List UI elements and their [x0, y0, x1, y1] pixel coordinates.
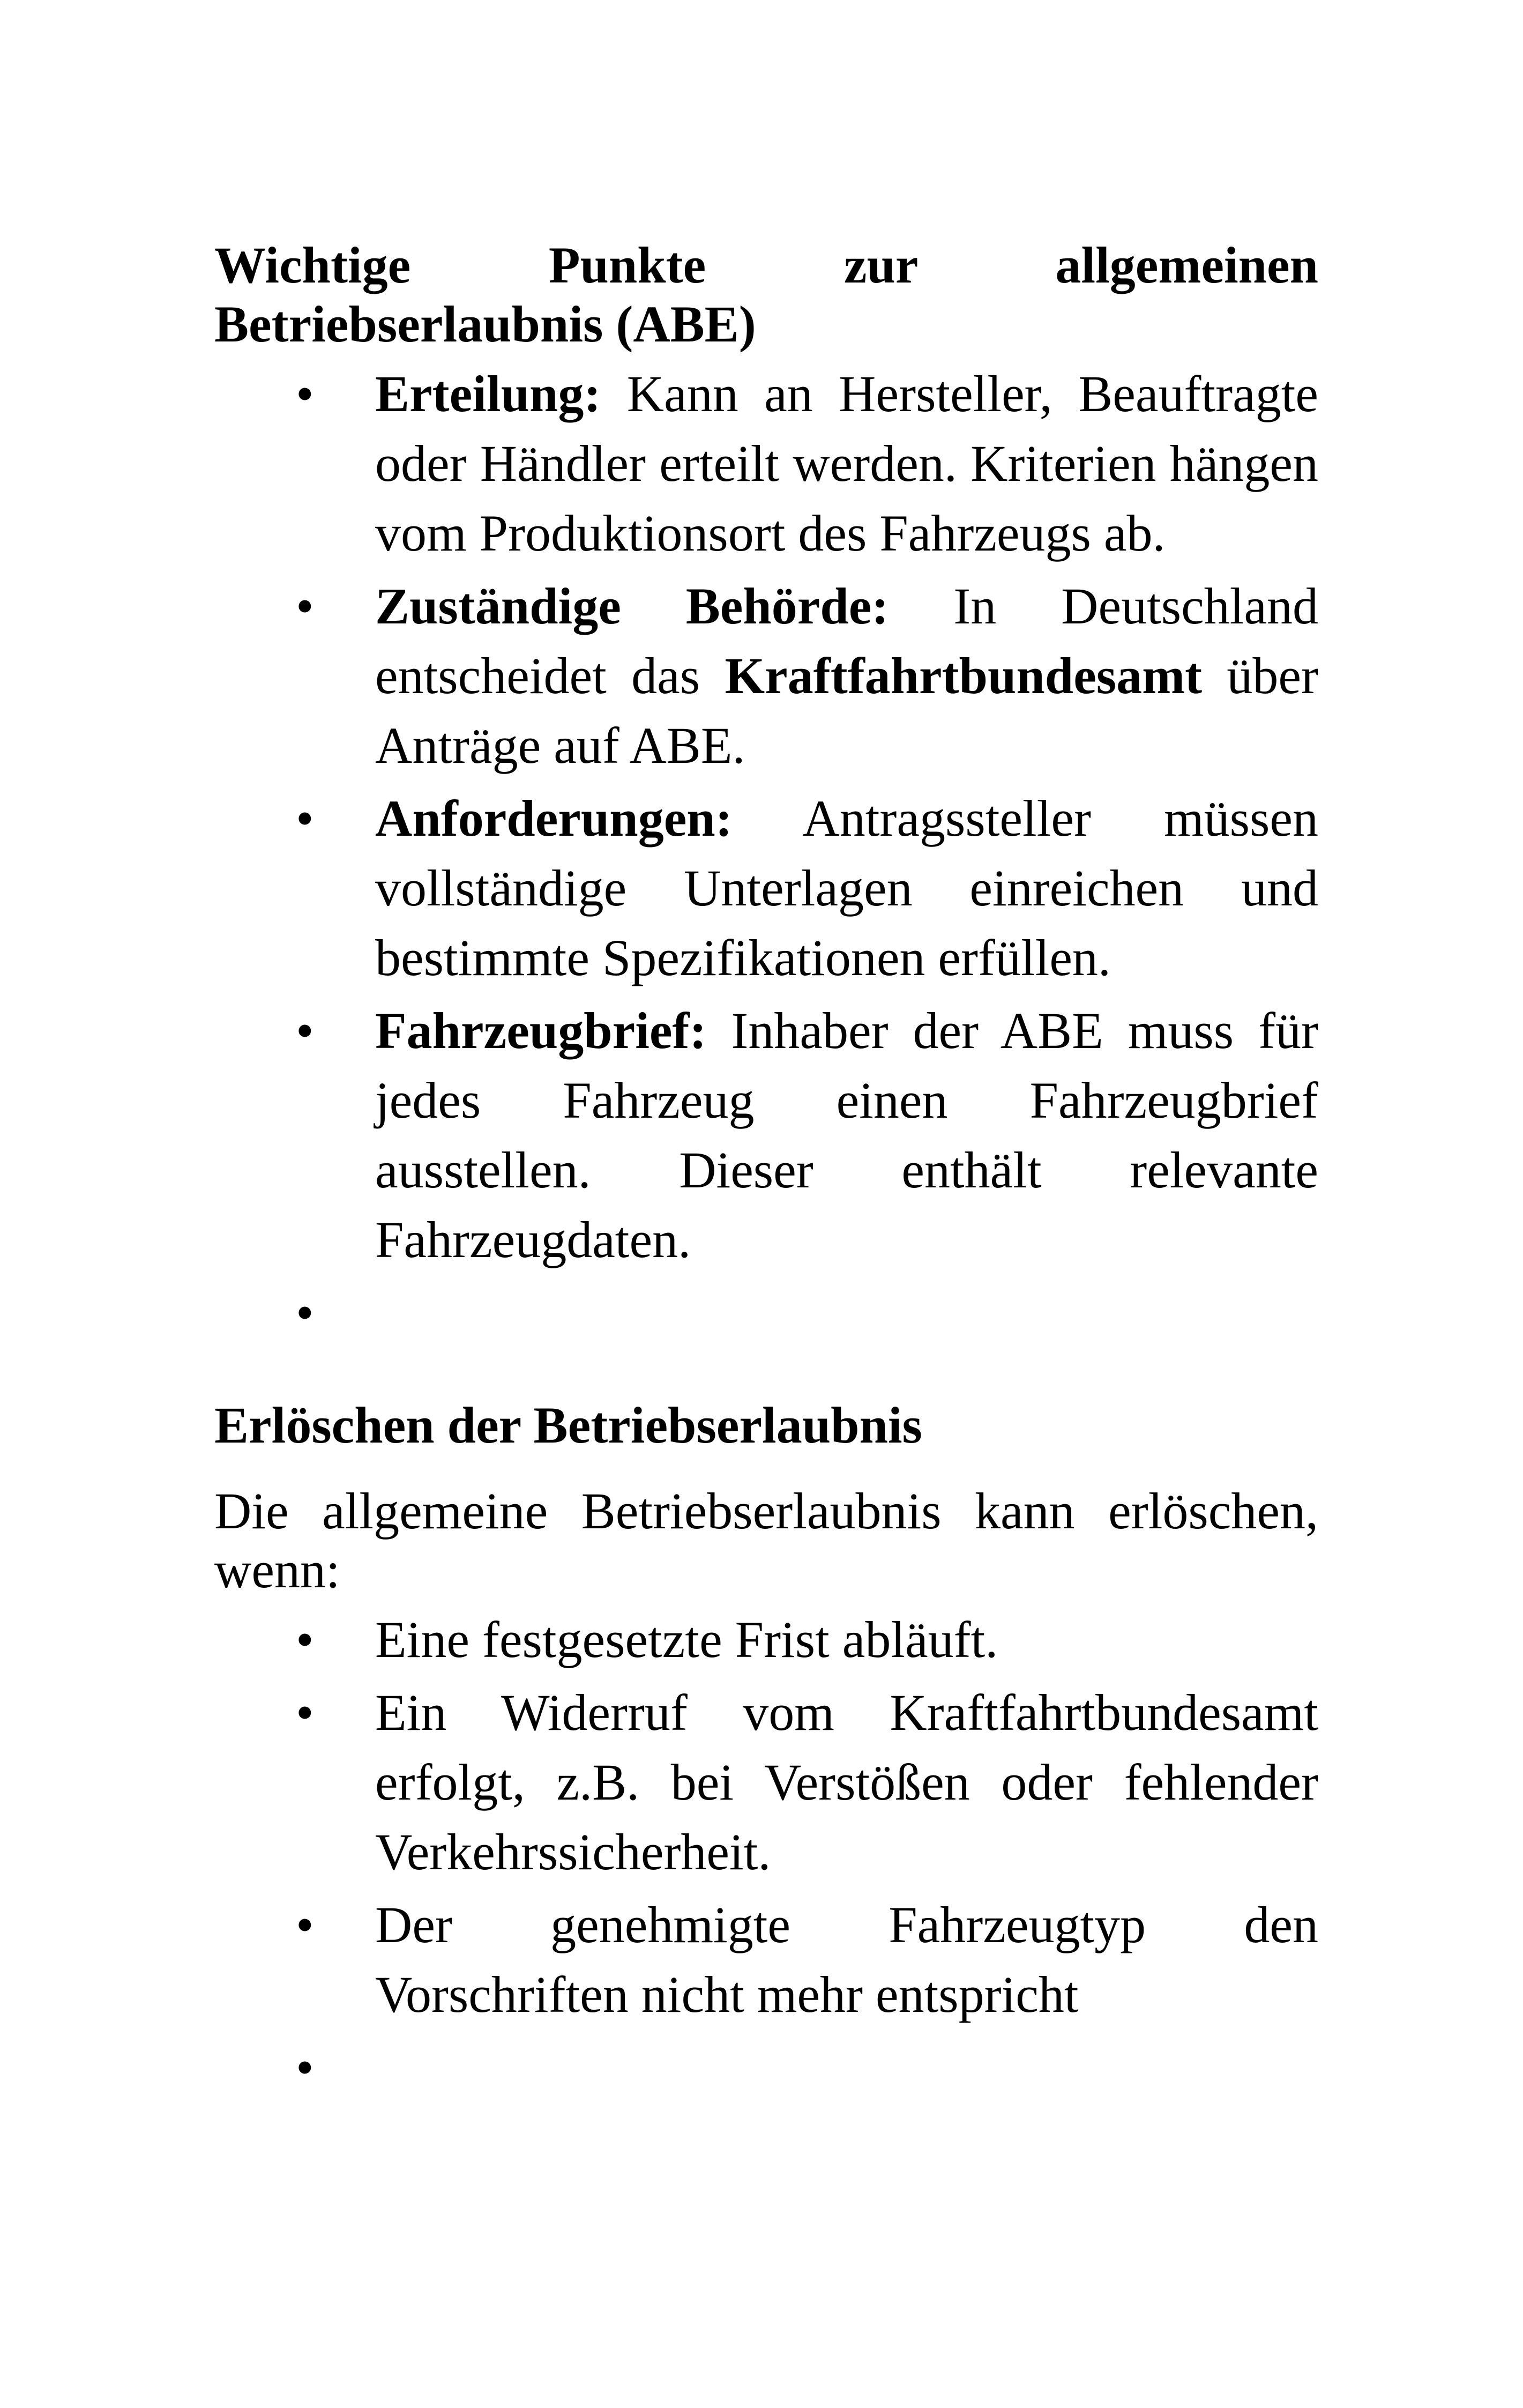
item-text: Kann an Hersteller, Beauftragte oder Händler erteilt werden. Kriterien hängen vom Produktionsort des Fahrzeugs ab. [375, 365, 1318, 562]
item-text: über Anträge auf ABE. [375, 647, 1319, 774]
bullet-icon: • [296, 1284, 314, 1341]
document-page [214, 236, 1318, 2102]
bullet-icon: • [296, 790, 314, 847]
bullet-icon: • [296, 1002, 314, 1059]
bullet-icon: • [296, 1684, 314, 1741]
list-item [214, 784, 1318, 993]
item-text: Der genehmigte Fahrzeugtyp den Vorschriften nicht mehr entspricht [375, 1896, 1318, 2023]
list-item [214, 996, 1318, 1275]
erloeschen-conditions-list [214, 1605, 1318, 2102]
item-label: Anforderungen: [375, 790, 733, 847]
bullet-icon: • [296, 365, 314, 422]
list-item [214, 359, 1318, 568]
item-label: Zuständige Behörde: [375, 577, 889, 635]
list-item [214, 1678, 1318, 1887]
intro-paragraph: Die allgemeine Betriebserlaubnis kann erlöschen, wenn: [214, 1482, 1318, 1599]
bullet-icon: • [296, 577, 314, 635]
item-text: Antragssteller müssen vollständige Unterlagen einreichen und bestimmte Spezifikationen erfüllen. [375, 790, 1318, 986]
item-bold-inline: Kraftfahrtbundesamt [725, 647, 1203, 704]
bullet-icon: • [296, 1896, 314, 1953]
item-label: Erteilung: [375, 365, 601, 422]
section-heading-erloeschen: Erlöschen der Betriebserlaubnis [214, 1396, 922, 1454]
list-item-empty [214, 1278, 1318, 1348]
item-text: Ein Widerruf vom Kraftfahrtbundesamt erfolgt, z.B. bei Verstößen oder fehlender Verkehrssicherheit. [375, 1684, 1318, 1881]
abe-points-list [214, 359, 1318, 1348]
section-heading-abe: Wichtige Punkte zur allgemeinen Betriebserlaubnis (ABE) [214, 236, 1318, 353]
item-text: Inhaber der ABE muss für jedes Fahrzeug einen Fahrzeugbrief ausstellen. Dieser enthält relevante Fahrzeugdaten. [375, 1002, 1318, 1268]
list-item [214, 1605, 1318, 1675]
item-text: In Deutschland entscheidet das [375, 577, 1319, 704]
item-label: Fahrzeugbrief: [375, 1002, 707, 1059]
bullet-icon: • [296, 2039, 314, 2096]
item-text: Eine festgesetzte Frist abläuft. [375, 1611, 998, 1668]
list-item [214, 571, 1318, 781]
list-item [214, 1890, 1318, 2030]
list-item-empty [214, 2033, 1318, 2102]
bullet-icon: • [296, 1611, 314, 1668]
